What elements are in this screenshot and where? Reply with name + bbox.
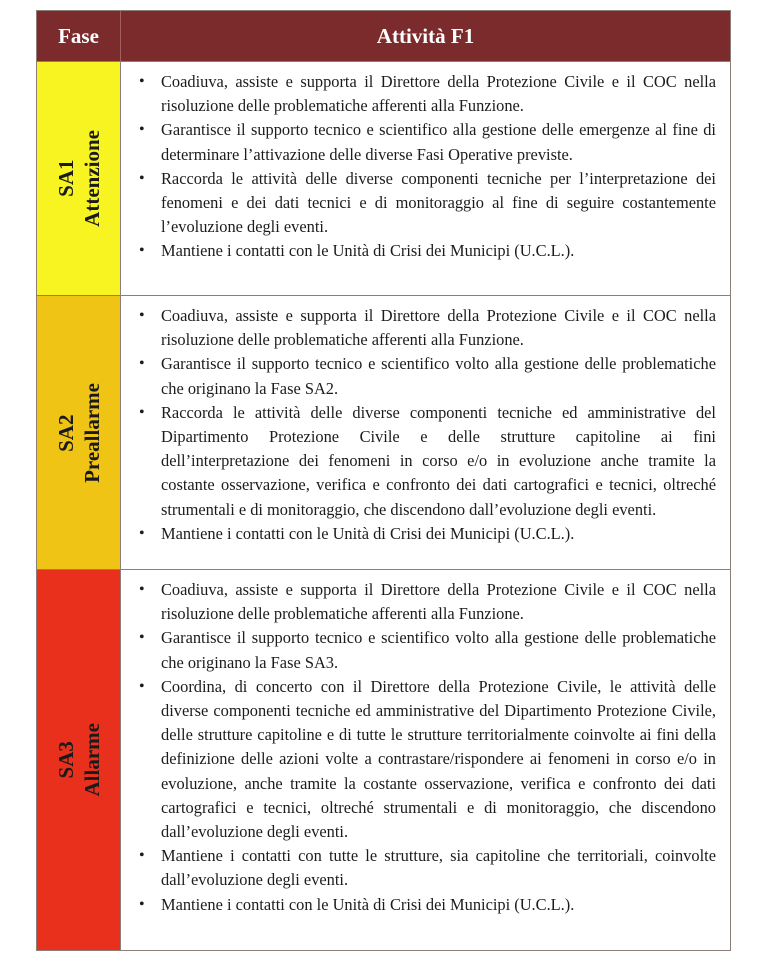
activities-cell-sa2 (121, 296, 730, 569)
phase-cell-sa3 (37, 570, 121, 950)
activity-item: • Mantiene i contatti con le Unità di Crisi dei Municipi (U.C.L.). (135, 522, 716, 546)
phase-row-sa3 (37, 570, 730, 950)
activities-table (36, 10, 731, 951)
header-fase: Fase (37, 11, 121, 61)
phase-code: SA2 (53, 413, 78, 452)
activity-item: • Coadiuva, assiste e supporta il Direttore della Protezione Civile e il COC nella risoluzione delle problematiche afferenti alla Funzione. (135, 304, 716, 352)
activity-item: • Raccorda le attività delle diverse componenti tecniche ed amministrative del Dipartimento Protezione Civile e delle strutture capitoline ai fini dell’interpretazione dei fenomeni in corso e/o in evoluzione anche tramite la costante osservazione, verifica e confronto dei dati cartografici e tecnici, oltreché strumentali e di monitoraggio, che discendono dall’evoluzione degli eventi. (135, 401, 716, 522)
activity-item: • Coadiuva, assiste e supporta il Direttore della Protezione Civile e il COC nella risoluzione delle problematiche afferenti alla Funzione. (135, 70, 716, 118)
phase-row-sa1 (37, 62, 730, 296)
activity-item: • Coadiuva, assiste e supporta il Direttore della Protezione Civile e il COC nella risoluzione delle problematiche afferenti alla Funzione. (135, 578, 716, 626)
activities-cell-sa3 (121, 570, 730, 950)
activity-list (135, 578, 716, 917)
phase-code: SA3 (53, 741, 78, 779)
activity-list (135, 304, 716, 546)
activity-item: • Garantisce il supporto tecnico e scientifico volto alla gestione delle problematiche che originano la Fase SA3. (135, 626, 716, 674)
phase-label-sa3 (53, 723, 105, 796)
phase-name: Preallarme (79, 382, 104, 483)
phase-name: Allarme (79, 723, 104, 797)
activity-list (135, 70, 716, 264)
activity-item: • Garantisce il supporto tecnico e scientifico alla gestione delle emergenze al fine di determinare l’attivazione delle diverse Fasi Operative previste. (135, 118, 716, 166)
table-header (37, 11, 730, 62)
phase-row-sa2 (37, 296, 730, 570)
activities-cell-sa1 (121, 62, 730, 295)
phase-cell-sa2 (37, 296, 121, 569)
phase-name: Attenzione (79, 130, 104, 227)
phase-code: SA1 (53, 159, 78, 198)
activity-item: • Garantisce il supporto tecnico e scientifico volto alla gestione delle problematiche che originano la Fase SA2. (135, 352, 716, 400)
activity-item: • Mantiene i contatti con le Unità di Crisi dei Municipi (U.C.L.). (135, 239, 716, 263)
activity-item: • Mantiene i contatti con le Unità di Crisi dei Municipi (U.C.L.). (135, 893, 716, 917)
header-attivita: Attività F1 (376, 23, 475, 48)
activity-item: • Mantiene i contatti con tutte le strutture, sia capitoline che territoriali, coinvolte dall’evoluzione degli eventi. (135, 844, 716, 892)
activity-item: • Coordina, di concerto con il Direttore della Protezione Civile, le attività delle diverse componenti tecniche ed amministrative del Dipartimento Protezione Civile, delle strutture capitoline e di tutte le strutture territorialmente coinvolte ai fini della definizione delle azioni volte a contrastare/rispondere ai fenomeni in corso e/o in evoluzione, anche tramite la costante osservazione, verifica e confronto dei dati cartografici e tecnici, oltreché strumentali e di monitoraggio, che discendono dall’evoluzione degli eventi. (135, 675, 716, 844)
activity-item: • Raccorda le attività delle diverse componenti tecniche per l’interpretazione dei fenomeni e dei dati tecnici e di monitoraggio al fine di seguire costantemente l’evoluzione degli eventi. (135, 167, 716, 240)
phase-label-sa1 (53, 130, 105, 227)
phase-label-sa2 (53, 383, 105, 483)
phase-cell-sa1 (37, 62, 121, 295)
